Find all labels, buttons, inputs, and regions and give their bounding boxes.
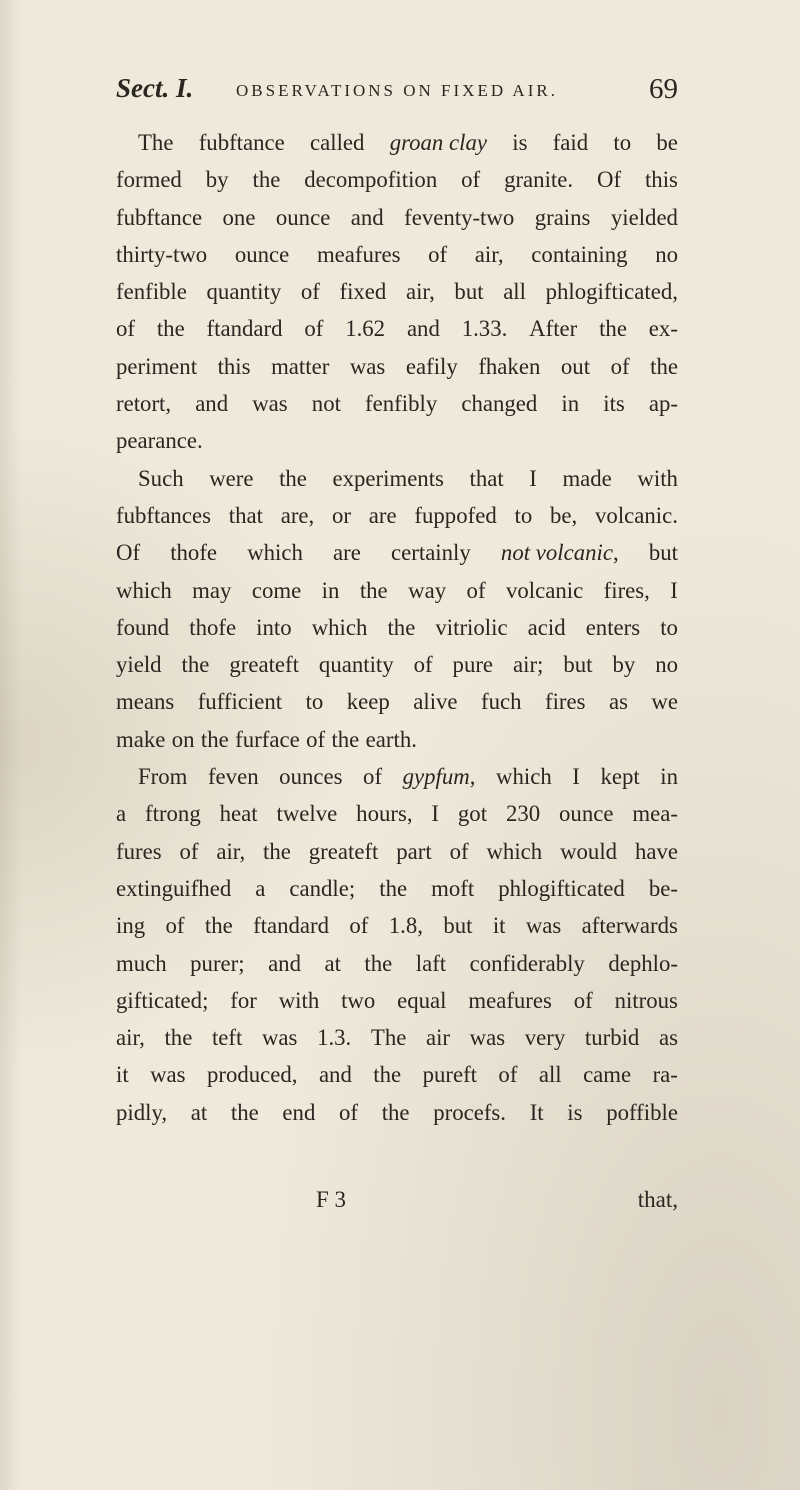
word: of	[349, 913, 369, 939]
word: quantity	[318, 652, 394, 678]
word: kept	[600, 764, 640, 790]
word: have	[634, 838, 678, 864]
word: by	[205, 167, 229, 193]
text-line	[116, 1019, 678, 1056]
word: air	[425, 1025, 451, 1051]
word: ounces	[279, 764, 343, 790]
word: 1.3.	[317, 1025, 352, 1051]
word: one	[222, 204, 256, 230]
word: pure	[452, 652, 494, 678]
word: of	[116, 316, 135, 342]
word: twelve	[276, 801, 338, 827]
word: periment	[116, 353, 198, 379]
word: ftandard	[206, 316, 283, 342]
word: for	[230, 987, 257, 1013]
word: two	[341, 987, 376, 1013]
text-line	[116, 907, 678, 944]
word: fuppofed	[414, 502, 497, 528]
word: fixed	[339, 279, 387, 305]
text-line	[116, 721, 678, 758]
word: the	[387, 614, 416, 640]
word: but	[563, 652, 593, 678]
word: quantity	[206, 279, 282, 305]
word: hours,	[356, 801, 413, 827]
word: way	[408, 577, 447, 603]
word: or	[332, 502, 352, 528]
word: It	[529, 1099, 544, 1125]
word: all	[503, 279, 526, 305]
word: thirty-two	[116, 241, 208, 267]
word: found	[116, 614, 170, 640]
word: and	[268, 950, 301, 976]
word: and	[406, 316, 440, 342]
word: got	[457, 801, 488, 827]
text-line	[116, 982, 678, 1019]
word: to	[660, 614, 678, 640]
word: pearance.	[116, 428, 203, 454]
word: as	[608, 689, 628, 715]
word: ftrong	[145, 801, 201, 827]
word: was	[150, 1062, 186, 1088]
word: fires	[544, 689, 586, 715]
word: air;	[513, 652, 544, 678]
word: the	[381, 1099, 410, 1125]
word: The	[370, 1025, 407, 1051]
word: faid	[552, 130, 589, 155]
word: of	[610, 353, 630, 379]
text-line	[116, 273, 678, 310]
catchword: that,	[637, 1187, 678, 1212]
word: granite.	[504, 167, 574, 193]
word: the	[373, 1062, 402, 1088]
page-footer	[116, 1187, 678, 1227]
word: we	[651, 689, 678, 715]
word: all	[538, 1062, 562, 1088]
word: afterwards	[581, 913, 678, 939]
word: of	[300, 279, 320, 305]
word: the	[263, 838, 291, 864]
word: heat	[219, 801, 258, 827]
word: was	[252, 391, 288, 417]
word: ftandard	[253, 913, 330, 939]
word: air,	[216, 838, 246, 864]
word: fhaken	[478, 353, 541, 379]
word: of	[306, 726, 326, 752]
word: 1.33.	[461, 316, 508, 342]
word: fufficient	[197, 689, 283, 715]
word: 230	[505, 801, 541, 827]
word: pureft	[422, 1062, 477, 1088]
word: After	[529, 316, 578, 342]
word: procefs.	[433, 1099, 507, 1125]
word: that	[228, 502, 263, 528]
word: air,	[116, 1025, 145, 1051]
word: the	[181, 652, 210, 678]
word: teft	[211, 1025, 243, 1051]
word: enters	[585, 614, 641, 640]
word: ounce	[234, 241, 290, 267]
word: its	[603, 391, 625, 417]
word: would	[560, 838, 618, 864]
word: out	[560, 353, 591, 379]
word: acid	[527, 614, 566, 640]
word: greateft	[229, 652, 299, 678]
word: 1.8,	[388, 913, 423, 939]
page-number: 69	[649, 73, 678, 105]
word: come	[251, 577, 302, 603]
word: turbid	[584, 1025, 640, 1051]
word: volcanic	[505, 577, 584, 603]
word: the	[379, 875, 408, 901]
word: keep	[346, 689, 390, 715]
word: nitrous	[614, 987, 678, 1013]
text-line	[116, 348, 678, 385]
word: not	[311, 391, 341, 417]
word: means	[116, 689, 175, 715]
word: be-	[648, 875, 678, 901]
word: which	[496, 764, 552, 790]
word: the	[164, 1025, 193, 1051]
word: of	[573, 987, 593, 1013]
word: of	[428, 241, 448, 267]
word: fenfibly	[365, 391, 438, 417]
word: ap-	[648, 391, 678, 417]
word: dephlo-	[608, 950, 678, 976]
word: made	[562, 465, 612, 491]
word: of	[466, 577, 486, 603]
word: purer;	[190, 950, 245, 976]
word: with	[637, 465, 678, 491]
word: which	[116, 577, 172, 603]
word: be	[656, 130, 678, 155]
word: Of	[596, 167, 622, 193]
word: yield	[116, 652, 162, 678]
word: the	[279, 465, 307, 491]
word: not volcanic,	[500, 540, 619, 566]
word: with	[278, 987, 320, 1013]
word: the	[331, 726, 360, 752]
word: eafily	[405, 353, 458, 379]
word: ra-	[652, 1062, 678, 1088]
word: of	[304, 316, 324, 342]
text-line	[116, 795, 678, 832]
word: the	[230, 1099, 259, 1125]
word: retort,	[116, 391, 172, 417]
word: of	[165, 913, 185, 939]
word: was	[525, 913, 562, 939]
word: containing	[531, 241, 628, 267]
word: gifticated;	[116, 987, 209, 1013]
text-line	[116, 124, 678, 161]
word: furface	[235, 726, 300, 752]
word: Such	[138, 465, 184, 491]
word: of	[498, 1062, 518, 1088]
word: be,	[550, 502, 578, 528]
word: but	[443, 913, 473, 939]
word: thofe	[170, 540, 218, 566]
word: the	[252, 167, 281, 193]
word: equal	[397, 987, 447, 1013]
word: feventy-two	[404, 204, 515, 230]
word: at	[190, 1099, 208, 1125]
word: phlogifticated,	[545, 279, 678, 305]
word: feven	[207, 764, 259, 790]
word: fures	[116, 838, 162, 864]
word: called	[310, 130, 365, 155]
word: the	[359, 577, 388, 603]
word: I	[529, 465, 537, 491]
word: a	[255, 875, 266, 901]
word: it	[492, 913, 506, 939]
word: in	[321, 577, 340, 603]
word: Of	[116, 540, 141, 566]
word: was	[261, 1025, 298, 1051]
word: air,	[405, 279, 435, 305]
text-line	[116, 870, 678, 907]
word: air,	[474, 241, 504, 267]
word: fubftances	[116, 502, 211, 528]
word: but	[648, 540, 678, 566]
word: of	[179, 838, 199, 864]
word: the	[650, 353, 678, 379]
word: of	[363, 764, 383, 790]
word: that	[469, 465, 504, 491]
word: formed	[116, 167, 182, 193]
word: and	[195, 391, 229, 417]
text-line	[116, 199, 678, 236]
word: From	[138, 764, 188, 790]
word: end	[282, 1099, 316, 1125]
word: meafures	[468, 987, 552, 1013]
word: are	[368, 502, 397, 528]
italic-term: not volcanic	[500, 540, 613, 566]
word: ing	[116, 913, 146, 939]
word: may	[192, 577, 232, 603]
word: the	[156, 316, 185, 342]
text-line	[116, 758, 678, 795]
word: are,	[280, 502, 315, 528]
word: extinguifhed	[116, 875, 232, 901]
word: poffible	[606, 1099, 678, 1125]
word: changed	[461, 391, 538, 417]
word: grains	[534, 204, 591, 230]
word: make	[116, 726, 166, 752]
word: candle;	[289, 875, 356, 901]
word: and	[350, 204, 384, 230]
word: by	[612, 652, 636, 678]
word: of	[461, 167, 481, 193]
word: a	[116, 801, 127, 827]
text-line	[116, 1094, 678, 1131]
text-line	[116, 236, 678, 273]
text-line	[116, 497, 678, 534]
word: on	[171, 726, 195, 752]
word: of	[413, 652, 433, 678]
word: the	[200, 726, 229, 752]
word: into	[256, 614, 292, 640]
text-line	[116, 385, 678, 422]
word: it	[116, 1062, 129, 1088]
word: alive	[413, 689, 458, 715]
word: mea-	[632, 801, 678, 827]
word: which	[311, 614, 368, 640]
word: very	[524, 1025, 566, 1051]
word: experiments	[332, 465, 444, 491]
word: decompofition	[304, 167, 438, 193]
body-text	[116, 124, 678, 1131]
word: is	[512, 130, 528, 155]
word: the	[364, 950, 393, 976]
word: no	[655, 241, 678, 267]
word: to	[514, 502, 533, 528]
word: certainly	[391, 540, 471, 566]
word: meafures	[316, 241, 401, 267]
word: are	[333, 540, 361, 566]
word: fenfible	[116, 279, 187, 305]
italic-term: gypfum	[402, 764, 470, 790]
word: vitriolic	[435, 614, 508, 640]
word: greateft	[308, 838, 379, 864]
word: is	[567, 1099, 583, 1125]
word: were	[209, 465, 254, 491]
text-line	[116, 833, 678, 870]
text-line	[116, 683, 678, 720]
text-line	[116, 1056, 678, 1093]
word: pidly,	[116, 1099, 168, 1125]
word: produced,	[206, 1062, 298, 1088]
word: of	[339, 1099, 359, 1125]
word: I	[431, 801, 440, 827]
word: which	[486, 838, 543, 864]
word: this	[217, 353, 251, 379]
word: was	[469, 1025, 506, 1051]
word: in	[561, 391, 580, 417]
section-marker: Sect. I.	[116, 73, 194, 103]
word: at	[324, 950, 341, 976]
word: fubftance	[116, 204, 203, 230]
text-line	[116, 460, 678, 497]
word: and	[318, 1062, 352, 1088]
word: fuch	[481, 689, 522, 715]
word: yielded	[610, 204, 678, 230]
word: in	[660, 764, 678, 790]
word: no	[655, 652, 678, 678]
word: moft	[431, 875, 475, 901]
word: laft	[415, 950, 447, 976]
text-line	[116, 609, 678, 646]
word: The	[138, 130, 174, 155]
word: fires,	[603, 577, 650, 603]
italic-term: groan clay	[389, 130, 487, 155]
word: matter	[271, 353, 330, 379]
word: which	[247, 540, 303, 566]
text-line	[116, 422, 678, 459]
word: this	[644, 167, 678, 193]
signature-mark: F 3	[316, 1187, 347, 1212]
text-line	[116, 534, 678, 571]
word: part	[396, 838, 432, 864]
running-title: OBSERVATIONS ON FIXED AIR.	[236, 81, 558, 100]
word: volcanic.	[595, 502, 678, 528]
word: came	[583, 1062, 632, 1088]
text-line	[116, 310, 678, 347]
word	[390, 124, 487, 161]
word: the	[599, 316, 627, 342]
running-header	[116, 73, 678, 113]
word: of	[449, 838, 469, 864]
word: much	[116, 950, 167, 976]
word: confiderably	[469, 950, 585, 976]
word: phlogifticated	[498, 875, 625, 901]
word: to	[613, 130, 632, 155]
word: earth.	[365, 726, 417, 752]
text-line	[116, 161, 678, 198]
text-line	[116, 646, 678, 683]
word: ex-	[648, 316, 678, 342]
word: but	[454, 279, 484, 305]
word: 1.62	[345, 316, 386, 342]
word: I	[670, 577, 678, 603]
text-line	[116, 945, 678, 982]
word: thofe	[189, 614, 237, 640]
word: the	[204, 913, 233, 939]
word: I	[572, 764, 580, 790]
word: fubftance	[198, 130, 285, 155]
word: as	[658, 1025, 678, 1051]
word: gypfum,	[402, 764, 476, 790]
word: ounce	[275, 204, 331, 230]
text-line	[116, 572, 678, 609]
word: was	[349, 353, 386, 379]
word: ounce	[559, 801, 614, 827]
word: to	[305, 689, 324, 715]
